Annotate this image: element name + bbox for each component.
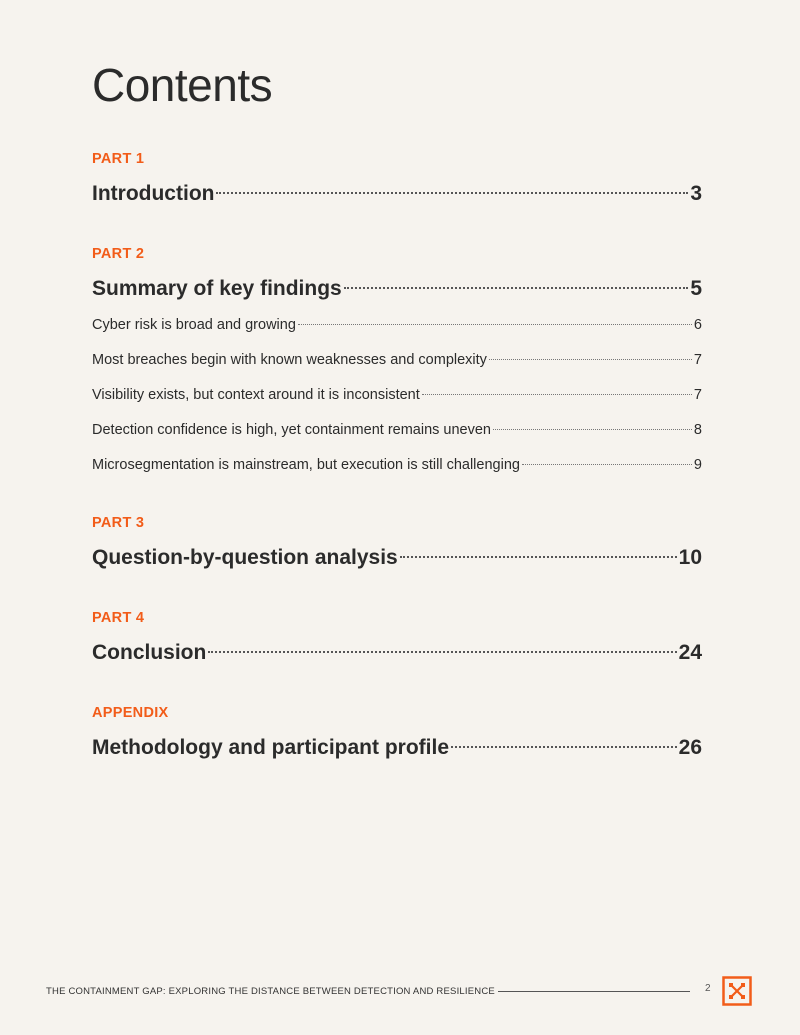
dot-leader [208, 651, 676, 653]
dot-leader [344, 287, 689, 289]
toc-entry-title: Summary of key findings [92, 277, 342, 300]
toc-entry-page: 10 [678, 546, 702, 569]
footer-divider [498, 991, 690, 992]
toc-subentry-page: 6 [693, 317, 702, 333]
toc-subentry-page: 7 [693, 387, 702, 403]
toc-subentry-page: 7 [693, 352, 702, 368]
toc-section-part-1 [92, 149, 702, 213]
toc-subentry[interactable] [92, 413, 702, 448]
toc-entry-title: Methodology and participant profile [92, 736, 449, 759]
toc-entry-title: Introduction [92, 182, 215, 205]
toc-subentry[interactable] [92, 378, 702, 413]
toc-subentry[interactable] [92, 308, 702, 343]
toc-entry-question-by-question-analysis[interactable] [92, 539, 702, 577]
toc-subentry-title: Visibility exists, but context around it is inconsistent [92, 387, 420, 403]
toc-subentry[interactable] [92, 448, 702, 483]
toc-entry-title: Conclusion [92, 641, 207, 664]
dot-leader [422, 394, 692, 395]
toc-section-part-3 [92, 513, 702, 577]
toc-subentry-title: Most breaches begin with known weaknesses and complexity [92, 352, 487, 368]
toc-entry-title: Question-by-question analysis [92, 546, 398, 569]
toc-entry-page: 3 [690, 182, 702, 205]
toc-entry-summary-of-key-findings[interactable] [92, 270, 702, 308]
toc-subentry[interactable] [92, 343, 702, 378]
dot-leader [489, 359, 692, 360]
toc-section-part-2 [92, 244, 702, 483]
dot-leader [400, 556, 677, 558]
toc-section-appendix [92, 703, 702, 767]
toc-entry-conclusion[interactable] [92, 634, 702, 672]
dot-leader [298, 324, 692, 325]
footer-title: THE CONTAINMENT GAP: EXPLORING THE DISTANCE BETWEEN DETECTION AND RESILIENCE [46, 986, 495, 997]
toc-entry-methodology[interactable] [92, 729, 702, 767]
toc-subentry-title: Detection confidence is high, yet containment remains uneven [92, 422, 491, 438]
part-label: APPENDIX [92, 705, 169, 721]
toc-subentry-page: 8 [693, 422, 702, 438]
toc-entry-page: 5 [690, 277, 702, 300]
page-number: 2 [705, 983, 711, 994]
toc-entry-page: 24 [678, 641, 702, 664]
toc-section-part-4 [92, 608, 702, 672]
dot-leader [493, 429, 692, 430]
toc-entry-introduction[interactable] [92, 175, 702, 213]
dot-leader [216, 192, 688, 194]
dot-leader [451, 746, 677, 748]
toc-subsection-list [92, 308, 702, 483]
toc-subentry-page: 9 [693, 457, 702, 473]
dot-leader [522, 464, 692, 465]
page-title: Contents [92, 59, 273, 111]
part-label: PART 4 [92, 610, 145, 626]
part-label: PART 3 [92, 515, 145, 531]
part-label: PART 1 [92, 151, 145, 167]
brand-logo-icon [722, 976, 752, 1006]
toc-subentry-title: Microsegmentation is mainstream, but execution is still challenging [92, 457, 520, 473]
toc-subentry-title: Cyber risk is broad and growing [92, 317, 296, 333]
toc-entry-page: 26 [678, 736, 702, 759]
part-label: PART 2 [92, 246, 145, 262]
